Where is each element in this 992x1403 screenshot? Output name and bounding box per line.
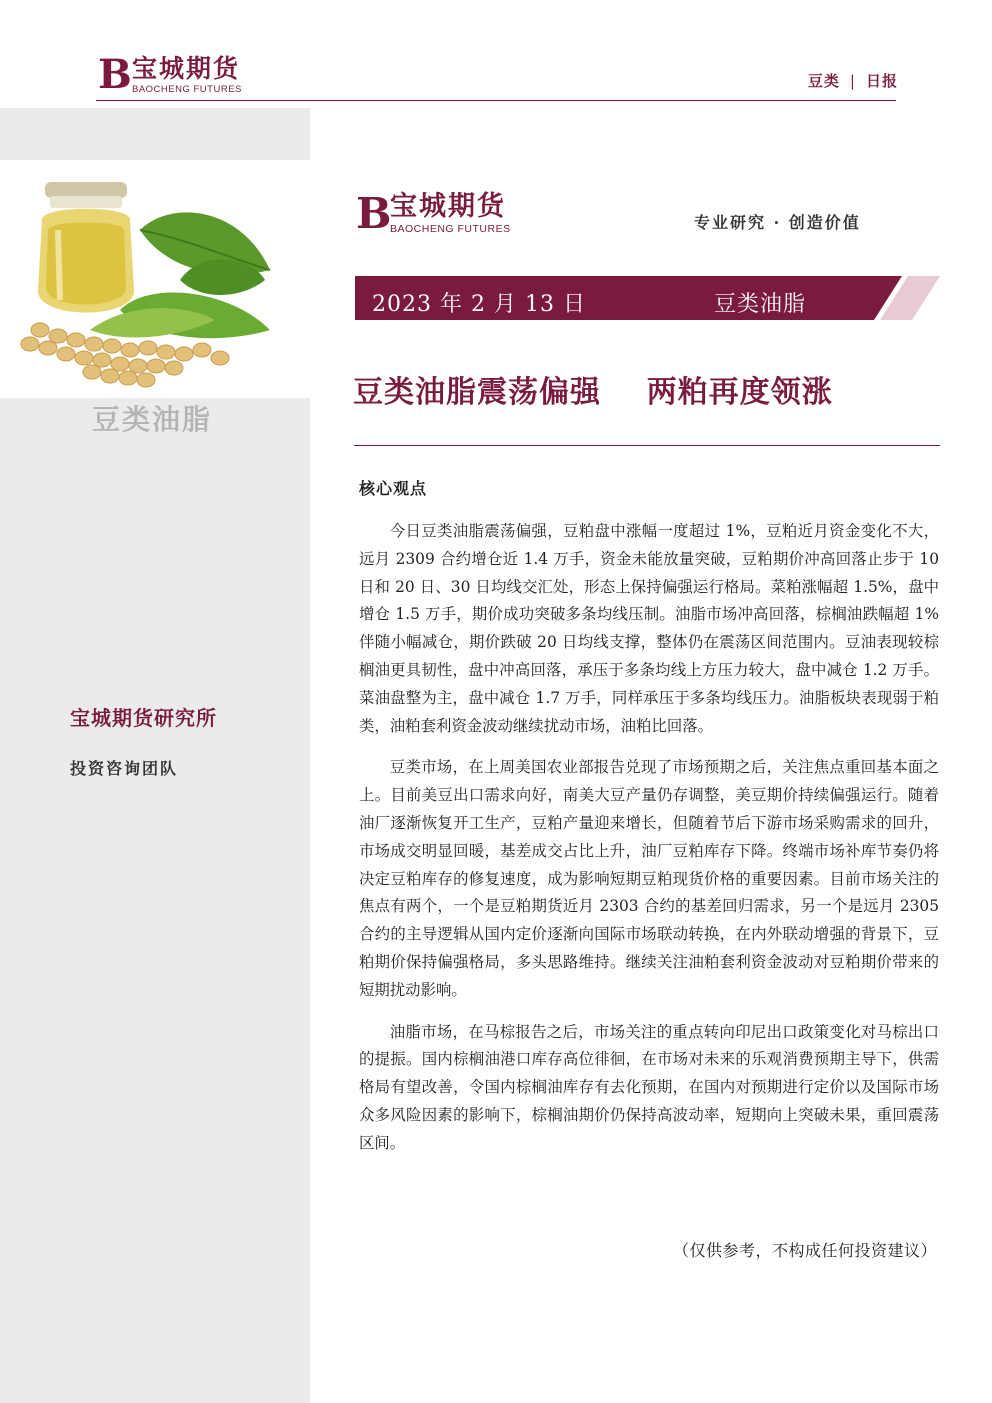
logo-name-en: BAOCHENG FUTURES: [132, 84, 242, 95]
paragraph: 今日豆类油脂震荡偏强，豆粕盘中涨幅一度超过 1%，豆粕近月资金变化不大，远月 2309 合约增仓近 1.4 万手，资金未能放量突破，豆粕期价冲高回落止步于 10 日和 20 日、30 日均线交汇处，形态上保持偏强运行格局。菜粕涨幅超 1.5%，盘中增仓 1.5 万手，期价成功突破多条均线压制。油脂市场冲高回落，棕榈油跌幅超 1%伴随小幅减仓，期价跌破 20 日均线支撑，整体仍在震荡区间范围内。豆油表现较棕榈油更具韧性，盘中冲高回落，承压于多条均线上方压力较大，盘中减仓 1.2 万手。菜油盘整为主，盘中减仓 1.7 万手，同样承压于多条均线压力。油脂板块表现弱于粕类，油粕套利资金波动继续扰动市场，油粕比回落。: [359, 522, 939, 735]
report-date: 2023 年 2 月 13 日: [372, 292, 586, 317]
report-category: 豆类油脂: [714, 292, 807, 317]
sidebar-institute: 宝城期货研究所: [70, 706, 217, 730]
section-heading: 核心观点: [359, 479, 428, 498]
sidebar-team: 投资咨询团队: [70, 759, 179, 778]
cover-photo: [0, 160, 310, 398]
logo-b-icon: B: [356, 188, 392, 238]
header-logo: [98, 51, 242, 99]
masthead-name-en: BAOCHENG FUTURES: [390, 223, 511, 235]
header-separator: |: [849, 72, 856, 90]
paragraph: 豆类市场，在上周美国农业部报告兑现了市场预期之后，关注焦点重回基本面之上。目前美豆出口需求向好，南美大豆产量仍存调整，美豆期价持续偏强运行。随着油厂逐渐恢复开工生产，豆粕产量迎来增长，但随着节后下游市场采购需求的回升，市场成交明显回暖，基差成交占比上升，油厂豆粕库存下降。终端市场补库节奏仍将决定豆粕库存的修复速度，成为影响短期豆粕现货价格的重要因素。目前市场关注的焦点有两个，一个是豆粕期货近月 2303 合约的基差回归需求，另一个是远月 2305 合约的主导逻辑从国内定价逐渐向国际市场联动转换，在内外联动增强的背景下，豆粕期价保持偏强格局，多头思路维持。继续关注油粕套利资金波动对豆粕期价带来的短期扰动影响。: [359, 758, 939, 999]
slogan: 专业研究 · 创造价值: [694, 213, 861, 232]
article-body: [359, 518, 939, 1172]
masthead-wordmark: [390, 193, 511, 235]
header-report-tag: [808, 70, 898, 91]
logo-wordmark: [132, 56, 242, 95]
logo-b-icon: B: [98, 51, 132, 99]
masthead-name-cn: 宝城期货: [390, 191, 506, 222]
masthead-logo: [356, 188, 511, 238]
title-rule: [354, 445, 940, 446]
disclaimer: （仅供参考，不构成任何投资建议）: [672, 1241, 937, 1260]
oil-jar-soybean-photo: [0, 160, 310, 398]
sidebar-title: 豆类油脂: [92, 403, 213, 436]
header-rule: [96, 100, 896, 101]
article-title: 豆类油脂震荡偏强 两粕再度领涨: [353, 375, 833, 410]
header-category: 豆类: [807, 72, 840, 90]
logo-name-cn: 宝城期货: [132, 54, 241, 83]
paragraph: 油脂市场，在马棕报告之后，市场关注的重点转向印尼出口政策变化对马棕出口的提振。国内棕榈油港口库存高位徘徊，在市场对未来的乐观消费预期主导下，供需格局有望改善，令国内棕榈油库存有去化预期，在国内对预期进行定价以及国际市场众多风险因素的影响下，棕榈油期价仍保持高波动率，短期向上突破未果，重回震荡区间。: [359, 1022, 939, 1152]
header-report-type: 日报: [865, 72, 898, 90]
